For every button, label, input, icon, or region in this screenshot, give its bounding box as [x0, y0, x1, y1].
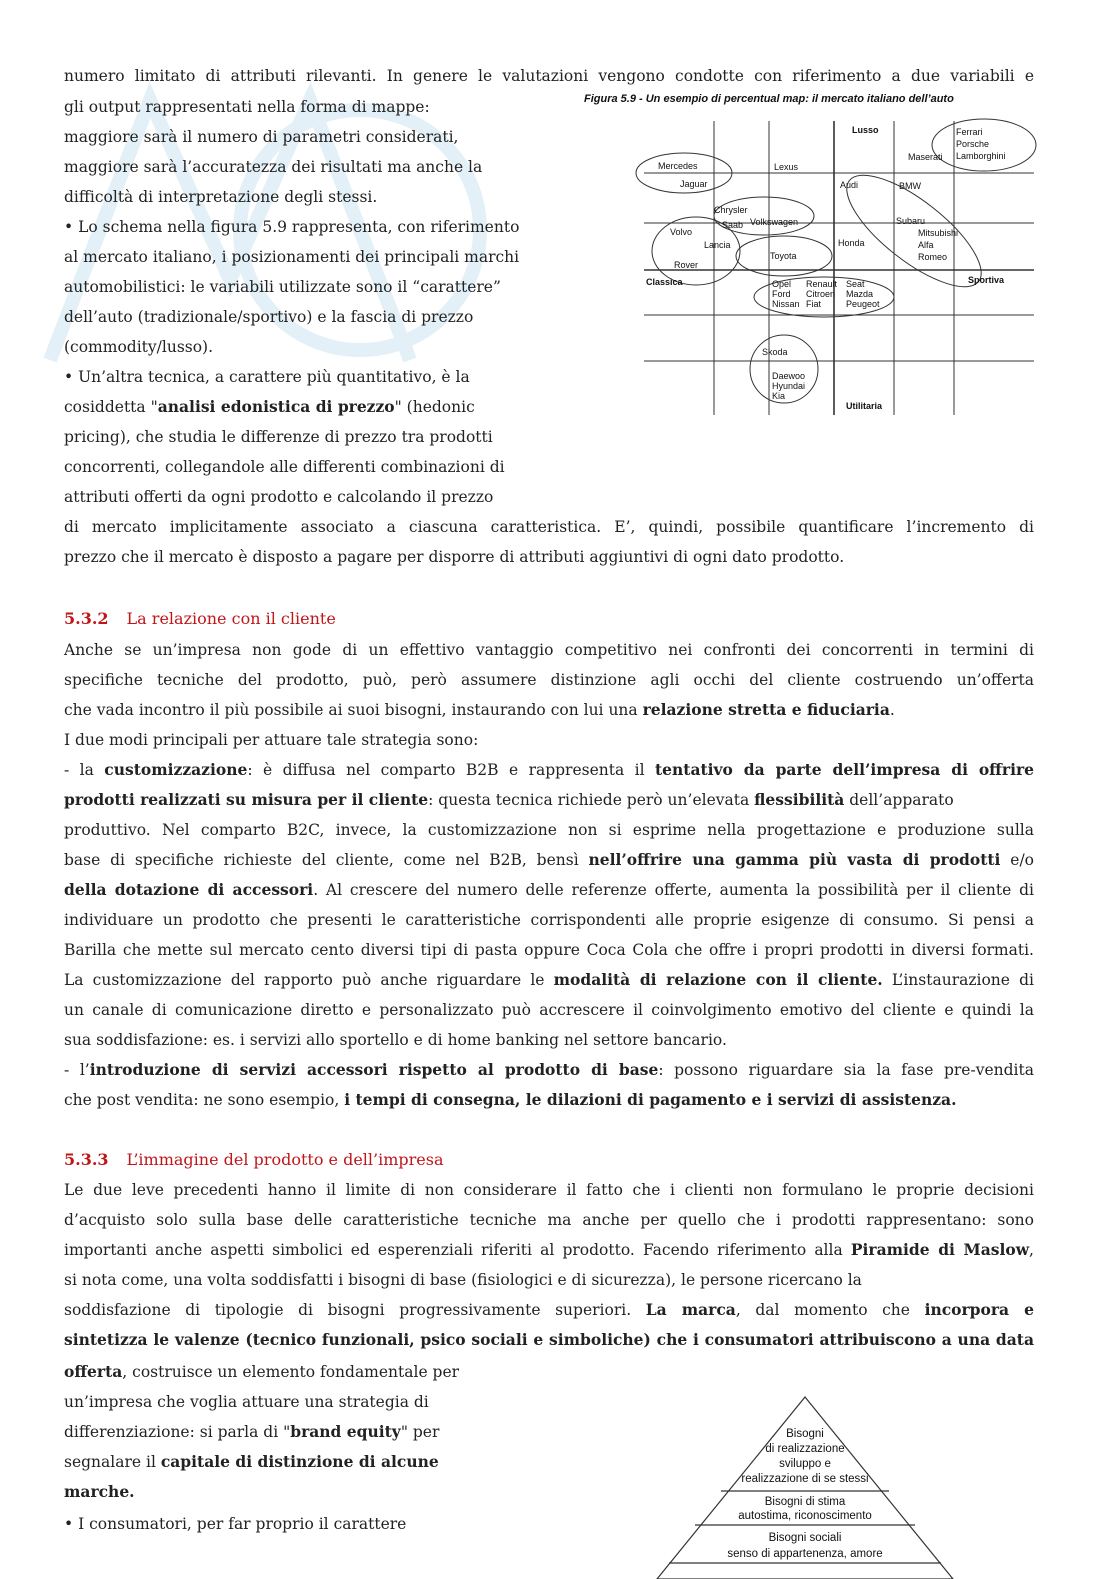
brand-label: Romeo — [918, 252, 948, 262]
text-line: produttivo. Nel comparto B2C, invece, la customizzazione non si esprime nella progettazione e produzione sulla — [64, 821, 1034, 839]
axis-label-left: Classica — [646, 277, 683, 287]
text-line: d’acquisto solo sulla base delle caratteristiche tecniche ma anche per quello che i prodotti rappresentano: sono — [64, 1211, 1034, 1229]
brand-label: Jaguar — [680, 179, 708, 189]
text-line: si nota come, una volta soddisfatti i bisogni di base (fisiologici e di sicurezza), le persone ricercano la — [64, 1271, 862, 1289]
text-line: • Lo schema nella figura 5.9 rappresenta, con riferimento — [64, 218, 520, 236]
text-line: individuare un prodotto che presenti le caratteristiche corrispondenti alle proprie esigenze di consumo. Si pensi a — [64, 911, 1034, 929]
text-line: gli output rappresentati nella forma di mappe: — [64, 98, 430, 116]
text-line: pricing), che studia le differenze di prezzo tra prodotti — [64, 428, 493, 446]
brand-label: Chrysler — [714, 205, 748, 215]
brand-label: Subaru — [896, 216, 926, 226]
text-line: concorrenti, collegandole alle differenti combinazioni di — [64, 458, 505, 476]
text-line: La customizzazione del rapporto può anche riguardare le modalità di relazione con il cliente. L’instaurazione di — [64, 970, 1034, 989]
text-line: • Un’altra tecnica, a carattere più quantitativo, è la — [64, 368, 470, 386]
brand-label: Renault — [806, 279, 838, 289]
maslow-pyramid — [655, 1395, 955, 1579]
text-line: dell’auto (tradizionale/sportivo) e la fascia di prezzo — [64, 308, 474, 326]
axis-label-right: Sportiva — [968, 275, 1005, 285]
brand-label: Ford — [772, 289, 791, 299]
text-line: maggiore sarà l’accuratezza dei risultati ma anche la — [64, 158, 483, 176]
text-line: al mercato italiano, i posizionamenti dei principali marchi — [64, 248, 520, 266]
brand-label: Lancia — [704, 240, 731, 250]
brand-label: Rover — [674, 260, 699, 270]
text-line: un’impresa che voglia attuare una strategia di — [64, 1393, 429, 1411]
text-line: sua soddisfazione: es. i servizi allo sportello e di home banking nel settore bancario. — [64, 1031, 727, 1049]
section-heading: 5.3.3 L’immagine del prodotto e dell’impresa — [64, 1150, 444, 1169]
text-line: - l’introduzione di servizi accessori rispetto al prodotto di base: possono riguardare sia la fase pre-vendita — [64, 1060, 1034, 1079]
brand-label: Saab — [722, 220, 744, 230]
text-line: segnalare il capitale di distinzione di alcune — [64, 1452, 439, 1471]
text-line: base di specifiche richieste del cliente, come nel B2B, bensì nell’offrire una gamma più vasta di prodotti e/o — [64, 850, 1035, 869]
text-line: soddisfazione di tipologie di bisogni progressivamente superiori. La marca, dal momento che incorpora e — [64, 1300, 1034, 1319]
axis-label-top: Lusso — [852, 125, 879, 135]
pyramid-text: Bisogni — [786, 1428, 824, 1440]
brand-label: Citroen — [806, 289, 836, 299]
text-line: (commodity/lusso). — [64, 338, 214, 356]
pyramid-text: Bisogni sociali — [768, 1532, 842, 1544]
brand-label: Toyota — [770, 251, 797, 261]
brand-label: Maserati — [908, 152, 943, 162]
text-line: Le due leve precedenti hanno il limite di non considerare il fatto che i clienti non formulano le proprie decisioni — [64, 1181, 1034, 1199]
perceptual-map-figure — [584, 93, 1044, 423]
text-line: cosiddetta "analisi edonistica di prezzo" (hedonic — [64, 397, 475, 416]
brand-label: Seat — [846, 279, 865, 289]
brand-label: Ferrari — [956, 127, 983, 137]
brand-label: Skoda — [762, 347, 788, 357]
brand-label: Mercedes — [658, 161, 698, 171]
brand-label: Lexus — [774, 162, 799, 172]
brand-label: Alfa — [918, 240, 934, 250]
brand-label: Volkswagen — [750, 217, 799, 227]
text-line: prezzo che il mercato è disposto a pagare per disporre di attributi aggiuntivi di ogni dato prodotto. — [64, 548, 845, 566]
text-line: Barilla che mette sul mercato cento diversi tipi di pasta oppure Coca Cola che offre i propri prodotti in diversi formati. — [64, 941, 1034, 959]
axis-label-bottom: Utilitaria — [846, 401, 883, 411]
figure-caption: Figura 5.9 - Un esempio di percentual map: il mercato italiano dell’auto — [584, 93, 954, 105]
text-line: della dotazione di accessori. Al crescere del numero delle referenze offerte, aumenta la possibilità per il cliente di — [64, 880, 1034, 899]
text-line: numero limitato di attributi rilevanti. In genere le valutazioni vengono condotte con riferimento a due variabili e — [64, 67, 1034, 85]
text-line: di mercato implicitamente associato a ciascuna caratteristica. E’, quindi, possibile quantificare l’incremento di — [64, 518, 1034, 536]
text-line: offerta, costruisce un elemento fondamentale per — [64, 1362, 460, 1381]
section-heading: 5.3.2 La relazione con il cliente — [64, 609, 336, 628]
brand-label: Audi — [840, 180, 859, 190]
text-line: un canale di comunicazione diretto e personalizzato può accrescere il coinvolgimento emotivo del cliente e quindi la — [64, 1001, 1034, 1019]
text-line: I due modi principali per attuare tale strategia sono: — [64, 731, 479, 749]
pyramid-text: autostima, riconoscimento — [738, 1510, 872, 1522]
perceptual-map — [584, 93, 1044, 423]
bold-term: analisi edonistica di prezzo — [157, 397, 395, 416]
brand-label: Peugeot — [846, 299, 880, 309]
text-line: marche. — [64, 1482, 135, 1501]
text-line: sintetizza le valenze (tecnico funzionali, psico sociali e simboliche) che i consumatori attribuiscono a una data — [64, 1330, 1034, 1349]
text-line: differenziazione: si parla di "brand equity" per — [64, 1422, 440, 1441]
brand-label: Lamborghini — [956, 151, 1006, 161]
brand-label: Hyundai — [772, 381, 806, 391]
text-line: - la customizzazione: è diffusa nel comparto B2B e rappresenta il tentativo da parte dell’impresa di offrire — [64, 760, 1034, 779]
pyramid-text: realizzazione di se stessi — [741, 1473, 869, 1485]
text-line: maggiore sarà il numero di parametri considerati, — [64, 128, 459, 146]
pyramid-text: Bisogni di stima — [764, 1496, 846, 1508]
text-line: prodotti realizzati su misura per il cliente: questa tecnica richiede però un’elevata flessibilità dell’apparato — [64, 790, 954, 809]
text-line: • I consumatori, per far proprio il carattere — [64, 1515, 407, 1533]
brand-label: Mitsubishi — [918, 228, 959, 238]
text-line: difficoltà di interpretazione degli stessi. — [64, 188, 378, 206]
text-line: automobilistici: le variabili utilizzate sono il “carattere” — [64, 278, 501, 296]
text-line: importanti anche aspetti simbolici ed esperenziali riferiti al prodotto. Facendo riferimento alla Piramide di Maslow, — [64, 1240, 1034, 1259]
text-line: attributi offerti da ogni prodotto e calcolando il prezzo — [64, 488, 494, 506]
pyramid-text: di realizzazione — [765, 1443, 845, 1455]
brand-label: Nissan — [772, 299, 800, 309]
brand-label: Volvo — [670, 227, 693, 237]
text-line: specifiche tecniche del prodotto, può, però assumere distinzione agli occhi del cliente costruendo un’offerta — [64, 671, 1034, 689]
pyramid-text: senso di appartenenza, amore — [727, 1548, 883, 1560]
text-line: che post vendita: ne sono esempio, i tempi di consegna, le dilazioni di pagamento e i servizi di assistenza. — [64, 1090, 957, 1109]
text-line: che vada incontro il più possibile ai suoi bisogni, instaurando con lui una relazione stretta e fiduciaria. — [64, 700, 895, 719]
brand-label: Mazda — [846, 289, 874, 299]
brand-label: Honda — [838, 238, 865, 248]
brand-label: Porsche — [956, 139, 990, 149]
brand-label: Fiat — [806, 299, 822, 309]
pyramid-text: sviluppo e — [779, 1458, 831, 1470]
brand-label: Kia — [772, 391, 786, 401]
brand-label: Opel — [772, 279, 792, 289]
brand-label: Daewoo — [772, 371, 806, 381]
brand-label: BMW — [899, 181, 921, 191]
text-line: Anche se un’impresa non gode di un effettivo vantaggio competitivo nei confronti dei concorrenti in termini di — [64, 641, 1034, 659]
